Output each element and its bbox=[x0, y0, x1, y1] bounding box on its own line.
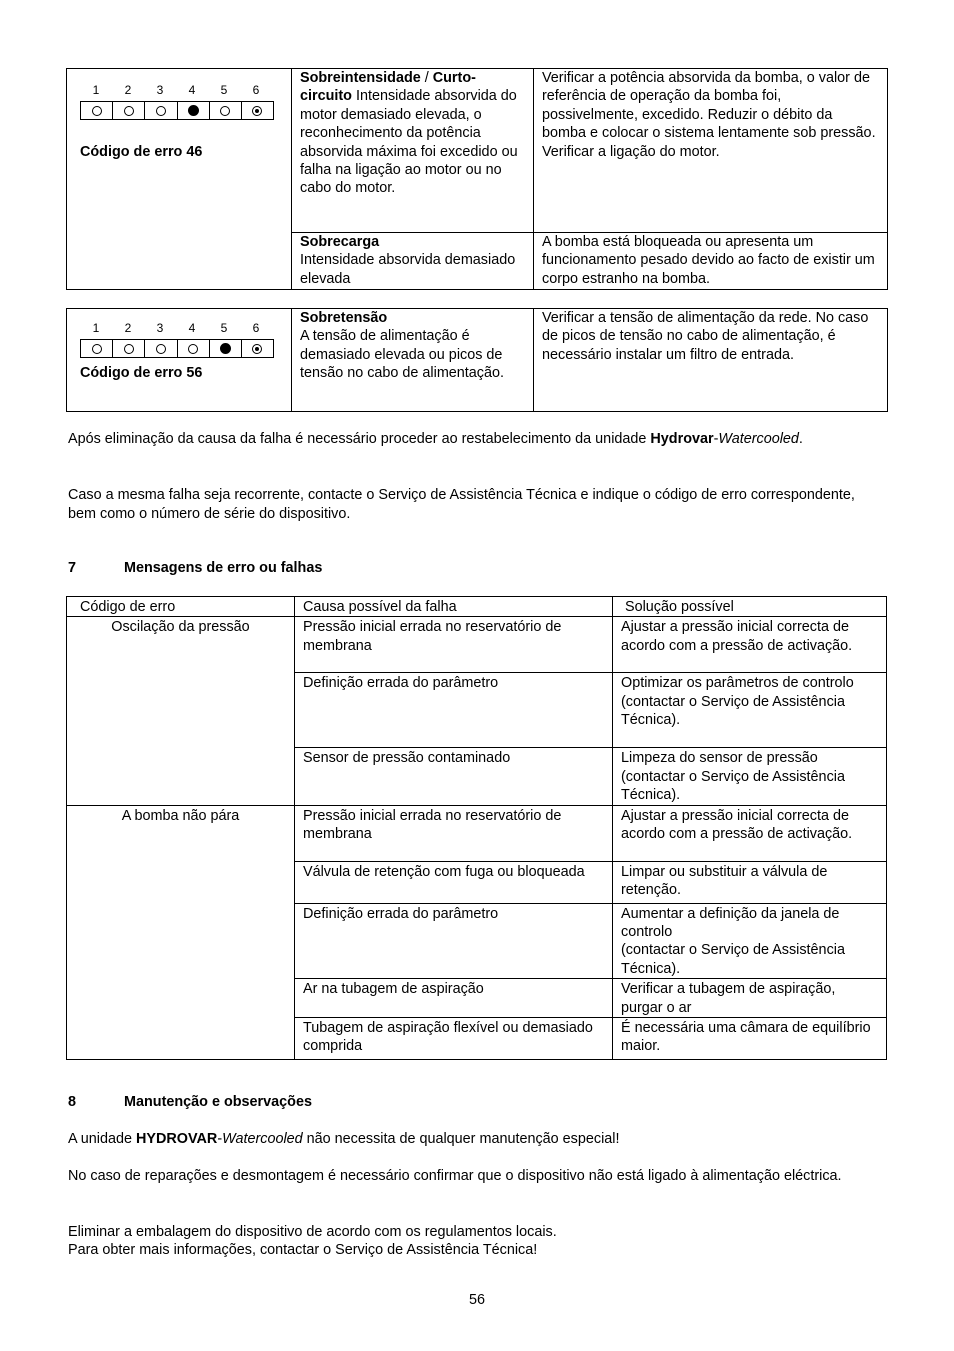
led-indicator-row bbox=[80, 339, 274, 358]
led-off-icon bbox=[124, 106, 134, 116]
section-7-title: Mensagens de erro ou falhas bbox=[124, 560, 323, 576]
led-selected-icon bbox=[252, 106, 262, 116]
error-table-56 bbox=[66, 308, 888, 412]
header-solution: Solução possível bbox=[613, 597, 887, 617]
led-on-icon bbox=[188, 105, 199, 116]
fault-solution: Limpeza do sensor de pressão (contactar o Serviço de Assistência Técnica). bbox=[613, 748, 887, 805]
fault-solution: Aumentar a definição da janela de controlo (contactar o Serviço de Assistência Técnica). bbox=[613, 903, 887, 979]
error-table-46 bbox=[66, 68, 888, 290]
fault-solution: Ajustar a pressão inicial correcta de acordo com a pressão de activação. bbox=[613, 805, 887, 861]
paragraph-info: Para obter mais informações, contactar o Serviço de Assistência Técnica! bbox=[68, 1242, 538, 1258]
led-off-icon bbox=[156, 106, 166, 116]
cause-cell: Sobreintensidade / Curto-circuito Intensidade absorvida do motor demasiado elevada, o reconhecimento da potência absorvida máxima foi excedido ou falha na ligação ao motor ou no cabo do motor. bbox=[292, 69, 534, 233]
error-code-cell bbox=[67, 309, 292, 412]
led-off-icon bbox=[220, 106, 230, 116]
page-number: 56 bbox=[468, 1292, 485, 1308]
fault-code: Oscilação da pressão bbox=[67, 617, 295, 805]
led-off-icon bbox=[188, 344, 198, 354]
fault-solution: Optimizar os parâmetros de controlo (contactar o Serviço de Assistência Técnica). bbox=[613, 673, 887, 748]
section-7-number: 7 bbox=[68, 560, 77, 576]
section-8-title: Manutenção e observações bbox=[124, 1094, 312, 1110]
fault-solution: Verificar a tubagem de aspiração, purgar o ar bbox=[613, 979, 887, 1018]
solution-cell: Verificar a potência absorvida da bomba, o valor de referência de operação da bomba foi, possivelmente, excedido. Reduzir o débito da bomba e colocar o sistema lentamente sob pressão. Verificar a ligação do motor. bbox=[534, 69, 888, 233]
error-code-label: Código de erro 46 bbox=[80, 144, 203, 160]
fault-solution: Limpar ou substituir a válvula de retenção. bbox=[613, 861, 887, 903]
fault-cause: Tubagem de aspiração flexível ou demasiado comprida bbox=[295, 1018, 613, 1060]
header-error-code: Código de erro bbox=[67, 597, 295, 617]
fault-code: A bomba não pára bbox=[67, 805, 295, 1059]
solution-cell: Verificar a tensão de alimentação da rede. No caso de picos de tensão no cabo de alimentação, é necessário instalar um filtro de entrada. bbox=[534, 309, 888, 412]
led-off-icon bbox=[124, 344, 134, 354]
error-code-cell bbox=[67, 69, 292, 290]
fault-cause: Definição errada do parâmetro bbox=[295, 903, 613, 979]
cause-cell: Sobretensão A tensão de alimentação é demasiado elevada ou picos de tensão no cabo de alimentação. bbox=[292, 309, 534, 412]
led-off-icon bbox=[92, 344, 102, 354]
fault-solution: É necessária uma câmara de equilíbrio maior. bbox=[613, 1018, 887, 1060]
paragraph-reset: Após eliminação da causa da falha é necessário proceder ao restabelecimento da unidade Hydrovar-Watercooled. bbox=[68, 431, 803, 447]
solution-cell: A bomba está bloqueada ou apresenta um funcionamento pesado devido ao facto de existir um corpo estranho na bomba. bbox=[534, 233, 888, 290]
led-numbers: 1 2 3 4 5 6 bbox=[92, 321, 260, 335]
fault-cause: Definição errada do parâmetro bbox=[295, 673, 613, 748]
paragraph-recurrent: Caso a mesma falha seja recorrente, contacte o Serviço de Assistência Técnica e indique o código de erro correspondente, bem como o número de série do dispositivo. bbox=[68, 487, 855, 522]
paragraph-packaging: Eliminar a embalagem do dispositivo de acordo com os regulamentos locais. bbox=[68, 1224, 557, 1240]
section-8-number: 8 bbox=[68, 1094, 77, 1110]
led-numbers: 1 2 3 4 5 6 bbox=[92, 83, 260, 97]
fault-solution: Ajustar a pressão inicial correcta de acordo com a pressão de activação. bbox=[613, 617, 887, 673]
paragraph-maintenance: A unidade HYDROVAR-Watercooled não necessita de qualquer manutenção especial! bbox=[68, 1131, 620, 1147]
fault-cause: Pressão inicial errada no reservatório de membrana bbox=[295, 617, 613, 673]
header-cause: Causa possível da falha bbox=[295, 597, 613, 617]
fault-cause: Válvula de retenção com fuga ou bloqueada bbox=[295, 861, 613, 903]
led-selected-icon bbox=[252, 344, 262, 354]
fault-cause: Ar na tubagem de aspiração bbox=[295, 979, 613, 1018]
led-off-icon bbox=[156, 344, 166, 354]
led-off-icon bbox=[92, 106, 102, 116]
led-on-icon bbox=[220, 343, 231, 354]
led-indicator-row bbox=[80, 101, 274, 120]
cause-cell: Sobrecarga Intensidade absorvida demasiado elevada bbox=[292, 233, 534, 290]
error-code-label: Código de erro 56 bbox=[80, 365, 203, 381]
fault-cause: Pressão inicial errada no reservatório de membrana bbox=[295, 805, 613, 861]
faults-table bbox=[66, 596, 887, 1060]
paragraph-repairs: No caso de reparações e desmontagem é necessário confirmar que o dispositivo não está ligado à alimentação eléctrica. bbox=[68, 1168, 842, 1184]
fault-cause: Sensor de pressão contaminado bbox=[295, 748, 613, 805]
